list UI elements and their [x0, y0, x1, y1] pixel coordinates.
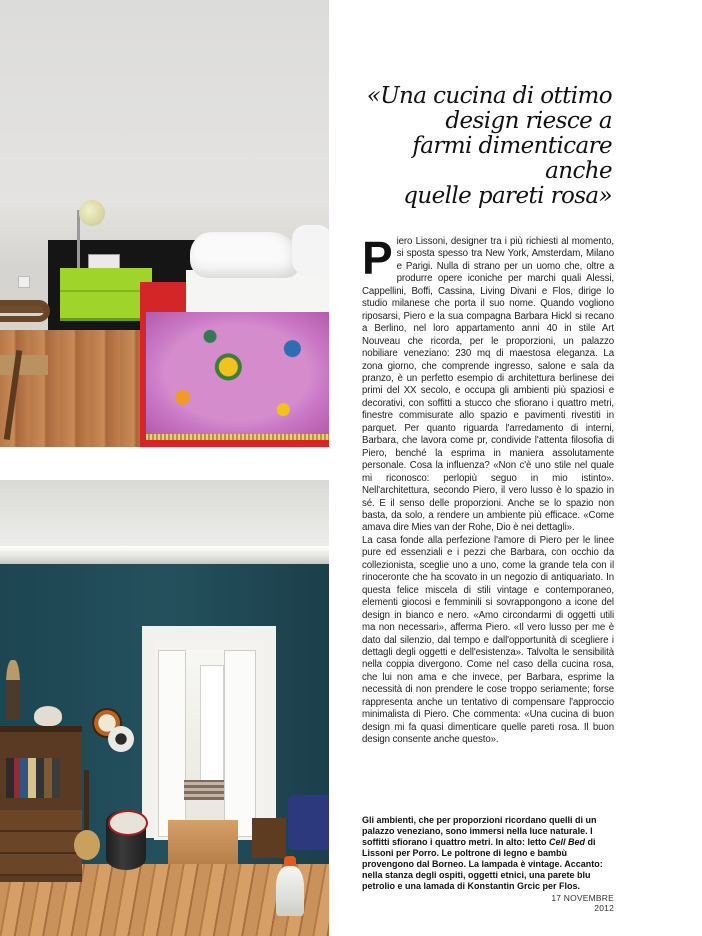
caption-text: Gli ambienti, che per proporzioni ricordano quelli di un palazzo veneziano, sono immersi nella luce naturale. I soffitti sfiorano i quattro metri. In alto: letto	[362, 815, 597, 847]
bedroom-photo	[0, 0, 329, 447]
rug	[184, 780, 224, 800]
cabinet-books	[6, 758, 60, 798]
white-stool	[276, 866, 304, 916]
cabinet-drawers	[0, 810, 82, 876]
pillow	[190, 232, 300, 278]
suzani-throw	[146, 312, 329, 434]
photo-caption	[362, 815, 614, 892]
caption-product: Cell Bed	[549, 837, 586, 847]
pull-quote	[352, 84, 612, 209]
quote-line: design riesce a	[445, 108, 612, 134]
ethnic-figure	[6, 660, 20, 720]
corridor-floor	[168, 820, 238, 864]
guitar-neck	[84, 770, 89, 832]
skull-object	[34, 706, 62, 726]
round-mirror	[108, 726, 134, 752]
article-body	[362, 232, 614, 747]
quote-line: «Una cucina di ottimo	[366, 83, 612, 109]
pillow	[292, 225, 329, 275]
guitar	[74, 830, 100, 860]
inner-door	[200, 665, 224, 787]
throw-fringe	[146, 434, 329, 440]
quote-line: quelle pareti rosa»	[403, 183, 612, 209]
quote-line: farmi dimenticare anche	[412, 133, 612, 184]
door-leaf-right	[224, 650, 256, 837]
article-text: iero Lissoni, designer tra i più richiesti al momento, si sposta spesso tra New York, Amsterdam, Milano e Parigi. Nulla di strano per un uomo che, oltre a produrre opere iconiche per marchi quali Alessi, Cappellini, Boffi, Cassina, Living Divani e Flos, dirige lo studio milanese che porta il suo nome. Quando vogliono riposarsi, Piero e la sua compagna Barbara Hickl si recano a Berlino, nel loro appartamento anni 40 in stile Art Nouveau che ricorda, per le proporzioni, un palazzo nobiliare veneziano: 230 mq di maestosa eleganza. La zona giorno, che comprende ingresso, salone e sala da pranzo, è un perfetto esempio di architettura berlinese dei primi del XX secolo, e occupa gli ambienti più spaziosi e decorativi, con soffitti a stucco che sfiorano i quattro metri, finestre commisurate allo spazio e pavimenti rivestiti in parquet. Per quanto riguarda l'arredamento di interni, Barbara, che lavora come pr, condivide l'attenta filosofia di Piero, benché la esprima in maniera assolutamente personale. Cosa la influenza? «Non c'è uno stile nel quale mi riconosco: perlopiù seguo in mio istinto». Nell'architettura, secondo Piero, il vero lusso è lo spazio in sé. E il senso delle proporzioni. Anche se lo spazio non basta, da solo, a rendere un ambiente più efficace. «Come amava dire Mies van der Rohe, Dio è nei dettagli».	[362, 236, 614, 534]
green-nightstand	[60, 268, 152, 321]
vintage-lamp	[79, 200, 105, 226]
drum-head	[108, 810, 148, 836]
blue-sofa	[288, 795, 329, 850]
article-paragraph	[362, 232, 614, 535]
article-paragraph: La casa fonde alla perfezione l'amore di Piero per le linee pure ed essenziali e i pezzi che Barbara, con occhio da collezionista, sceglie uno a uno, come la grande tela con il rinoceronte che ha scovato in un negozio di antiquariato. In questa felice miscela di stili vintage e contemporaneo, elementi giocosi e femminili si sovrappongono a icone del design in bianco e nero. «Amo circondarmi di oggetti utili ma non necessari», afferma Piero. «Il vero lusso per me è dato dal silenzio, dal tempo e dall'opportunità di scegliere i dettagli degli oggetti e dell'esistenza». Talvolta le sensibilità nella coppia divergono. Come nel caso della cucina rosa, che lui non ama e che invece, per Barbara, esprime la necessità di non prendere le cose troppo seriamente; forse rappresenta anche un tentativo di compensare l'approccio minimalista di Piero. Che commenta: «Una cucina di buon design mi fa quasi dimenticare quelle pareti rosa. Il buon design consente anche questo».	[362, 534, 614, 746]
drop-cap: P	[362, 232, 393, 284]
side-table	[252, 818, 286, 858]
chair-arm	[0, 300, 50, 322]
door-leaf-left	[158, 650, 186, 837]
caption-text: di Lissoni per Porro. Le poltrone di legno e bambù provengono dal Borneo. La lampada è vintage. Accanto: nella stanza degli ospiti, oggetti etnici, una parete blu petrolio e una lamada di Konstantin Grcic per Flos.	[362, 837, 603, 891]
blue-room-photo	[0, 480, 329, 936]
ceiling	[0, 480, 329, 550]
cornice-moulding	[0, 546, 329, 564]
issue-date: 17 NOVEMBRE 2012	[551, 893, 614, 913]
